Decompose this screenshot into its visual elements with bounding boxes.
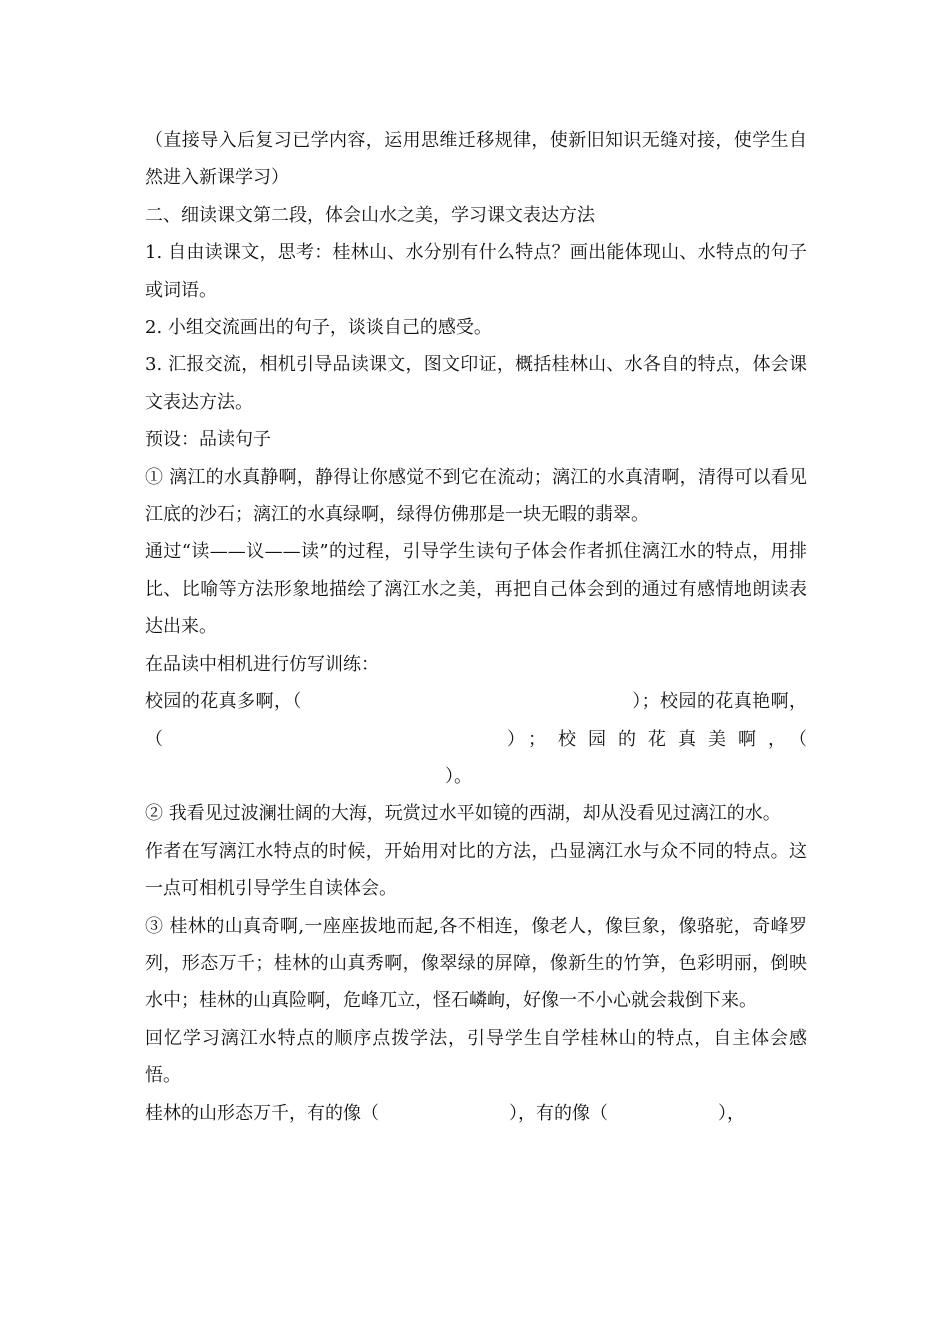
exercise-part-a: 校园的花真多啊，（ (145, 691, 302, 713)
sentence-1: ① 漓江的水真静啊，静得让你感觉不到它在流动；漓江的水真清啊，清得可以看见江底的沙石；漓江的水真绿啊，绿得仿佛那是一块无暇的翡翠。 (145, 466, 807, 526)
exercise-part-b: ）；校园的花真艳啊，（ (145, 691, 808, 750)
imitation-intro: 在品读中相机进行仿写训练： (145, 653, 379, 675)
exercise-part-d: ）。 (445, 765, 472, 787)
sentence-2-note: 作者在写漓江水特点的时候，开始用对比的方法，凸显漓江水与众不同的特点。这一点可相机引导学生自读体会。 (145, 840, 807, 900)
step-3: 3. 汇报交流，相机引导品读课文，图文印证，概括桂林山、水各自的特点，体会课文表达方法。 (145, 354, 807, 413)
preset-label: 预设：品读句子 (145, 429, 271, 451)
lesson-text (145, 122, 807, 1132)
intro-note: （直接导入后复习已学内容，运用思维迁移规律，使新旧知识无缝对接，使学生自然进入新课学习） (145, 130, 807, 189)
imitation-exercise (145, 683, 807, 795)
sentence-3: ③ 桂林的山真奇啊,一座座拔地而起,各不相连，像老人，像巨象，像骆驼，奇峰罗列，形态万千；桂林的山真秀啊，像翠绿的屏障，像新生的竹笋，色彩明丽，倒映水中；桂林的山真险啊，危峰兀立，怪石嶙峋，好像一不小心就会栽倒下来。 (145, 915, 807, 1012)
mountain-part-a: 桂林的山形态万千，有的像（ (145, 1102, 379, 1124)
exercise-part-c: ）；校园的花真美啊，（ (495, 728, 807, 750)
sentence-1-note: 通过“读——议——读”的过程，引导学生读句子体会作者抓住漓江水的特点，用排比、比喻等方法形象地描绘了漓江水之美，再把自己体会到的通过有感情地朗读表达出来。 (145, 541, 807, 638)
mountain-part-c: ）， (718, 1102, 745, 1124)
mountain-exercise (145, 1095, 807, 1132)
section-heading: 二、细读课文第二段，体会山水之美，学习课文表达方法 (145, 204, 595, 226)
sentence-3-note: 回忆学习漓江水特点的顺序点拨学法，引导学生自学桂林山的特点，自主体会感悟。 (145, 1027, 807, 1087)
mountain-part-b: ），有的像（ (509, 1102, 608, 1124)
step-1: 1. 自由读课文，思考：桂林山、水分别有什么特点？画出能体现山、水特点的句子或词语。 (145, 242, 807, 301)
step-2: 2. 小组交流画出的句子，谈谈自己的感受。 (145, 317, 492, 339)
sentence-2: ② 我看见过波澜壮阔的大海，玩赏过水平如镜的西湖，却从没看见过漓江的水。 (145, 803, 781, 825)
